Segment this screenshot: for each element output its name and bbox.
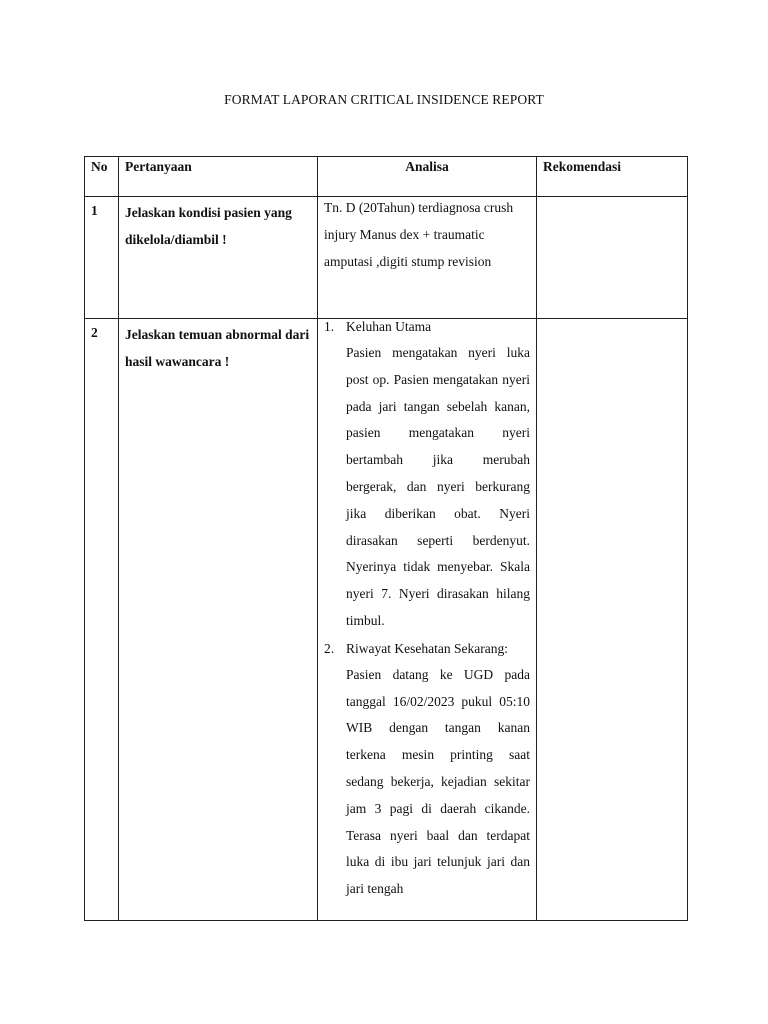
question-cell (119, 197, 318, 319)
report-table (84, 156, 688, 921)
row-number-cell (85, 319, 119, 921)
list-number: 2. (324, 640, 335, 656)
recommendation-cell (537, 197, 688, 319)
row-number-cell (85, 197, 119, 319)
recommendation-cell (537, 319, 688, 921)
list-body: Pasien datang ke UGD pada tanggal 16/02/2023 pukul 05:10 WIB dengan tangan kanan terkena mesin printing saat sedang bekerja, kejadian sekitar jam 3 pagi di daerah cikande. Terasa nyeri baal dan terdapat luka di ibu jari telunjuk jari dan jari tengah (346, 666, 530, 897)
list-heading: Riwayat Kesehatan Sekarang: (346, 640, 508, 656)
list-heading: Keluhan Utama (346, 319, 432, 334)
question-text: Jelaskan kondisi pasien yang dikelola/diambil ! (125, 205, 292, 247)
analysis-list (324, 313, 530, 903)
analysis-cell (318, 319, 537, 921)
header-recommendation: Rekomendasi (537, 157, 688, 197)
row-number: 2 (91, 325, 98, 340)
recommendation-text (537, 197, 687, 199)
recommendation-text (537, 319, 687, 321)
header-analysis: Analisa (318, 157, 537, 197)
table-row (85, 319, 688, 921)
header-no: No (85, 157, 119, 197)
analysis-list-item (324, 635, 530, 903)
table-header-row (85, 157, 688, 197)
question-text: Jelaskan temuan abnormal dari hasil wawancara ! (125, 327, 310, 369)
document-title: FORMAT LAPORAN CRITICAL INSIDENCE REPORT (224, 92, 544, 107)
list-number: 1. (324, 319, 335, 334)
analysis-cell (318, 197, 537, 319)
analysis-text: Tn. D (20Tahun) terdiagnosa crush injury Manus dex + traumatic amputasi ,digiti stump revision (324, 200, 514, 269)
question-cell (119, 319, 318, 921)
table-row (85, 197, 688, 319)
analysis-list-item (324, 313, 530, 635)
header-question: Pertanyaan (119, 157, 318, 197)
row-number: 1 (91, 203, 98, 218)
list-body: Pasien mengatakan nyeri luka post op. Pasien mengatakan nyeri pada jari tangan sebelah kanan, pasien mengatakan nyeri bertambah jika merubah bergerak, dan nyeri berkurang jika diberikan obat. Nyeri dirasakan seperti berdenyut. Nyerinya tidak menyebar. Skala nyeri 7. Nyeri dirasakan hilang timbul. (346, 345, 530, 628)
